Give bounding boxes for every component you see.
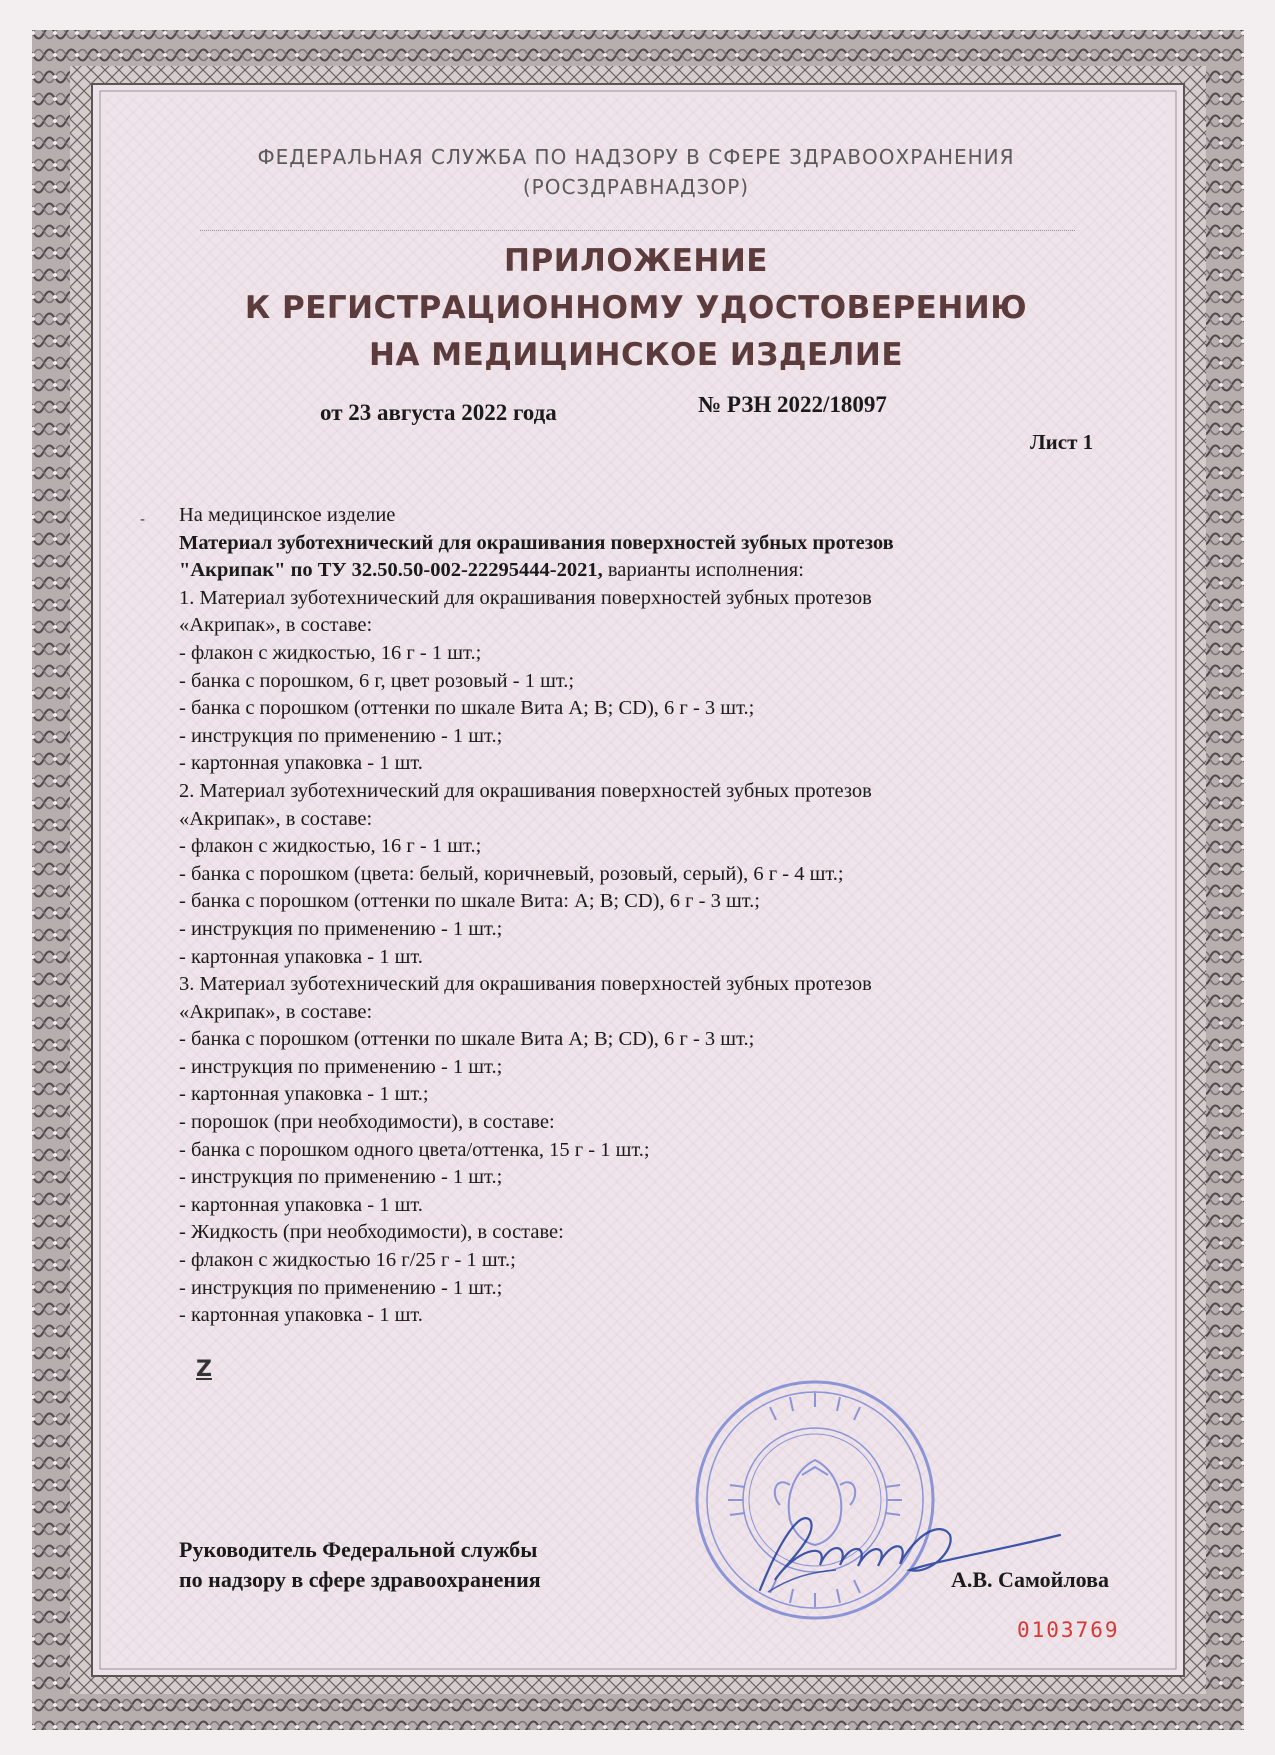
- content-line: - картонная упаковка - 1 шт.: [179, 945, 423, 968]
- content-line: - банка с порошком (оттенки по шкале Вита А; В; CD), 6 г - 3 шт.;: [179, 1028, 755, 1051]
- product-spec-bold: "Акрипак" по ТУ 32.50.50-002-22295444-2021,: [179, 559, 603, 582]
- document-title-line1: ПРИЛОЖЕНИЕ: [504, 243, 768, 279]
- content-line: - флакон с жидкостью, 16 г - 1 шт.;: [179, 835, 482, 858]
- sheet-number: Лист 1: [1030, 430, 1094, 454]
- product-name-bold: Материал зуботехнический для окрашивания поверхностей зубных протезов: [179, 531, 894, 554]
- variants-label: варианты исполнения:: [602, 559, 804, 582]
- issue-date: от 23 августа 2022 года: [320, 400, 557, 425]
- product-name-line1: [179, 530, 1119, 558]
- registration-number: № РЗН 2022/18097: [698, 392, 887, 417]
- content-line: - Жидкость (при необходимости), в составе:: [179, 1221, 564, 1244]
- margin-tick-mark: -: [140, 512, 146, 528]
- content-line: - инструкция по применению - 1 шт.;: [179, 917, 503, 940]
- content-line: - банка с порошком (цвета: белый, коричневый, розовый, серый), 6 г - 4 шт.;: [179, 862, 844, 885]
- content-line: - банка с порошком (оттенки по шкале Вита А; В; CD), 6 г - 3 шт.;: [179, 697, 755, 720]
- document-title-line2: К РЕГИСТРАЦИОННОМУ УДОСТОВЕРЕНИЮ: [244, 290, 1028, 326]
- document-title-line3: НА МЕДИЦИНСКОЕ ИЗДЕЛИЕ: [369, 337, 903, 373]
- content-line: «Акрипак», в составе:: [179, 614, 373, 637]
- content-line: - картонная упаковка - 1 шт.: [179, 1193, 423, 1216]
- content-line: - инструкция по применению - 1 шт.;: [179, 724, 503, 747]
- content-line: - банка с порошком (оттенки по шкале Вита: А; В; CD), 6 г - 3 шт.;: [179, 890, 760, 913]
- serial-number: 0103769: [1017, 1618, 1120, 1642]
- product-name-line2: [179, 557, 1119, 585]
- content-line: 1. Материал зуботехнический для окрашивания поверхностей зубных протезов: [179, 586, 872, 609]
- content-line: - инструкция по применению - 1 шт.;: [179, 1166, 503, 1189]
- content-line: - флакон с жидкостью, 16 г - 1 шт.;: [179, 641, 482, 664]
- signatory-name: А.В. Самойлова: [951, 1567, 1109, 1592]
- document-body: [179, 502, 1119, 1330]
- agency-name: ФЕДЕРАЛЬНАЯ СЛУЖБА ПО НАДЗОРУ В СФЕРЕ ЗДРАВООХРАНЕНИЯ: [257, 145, 1015, 169]
- variant-lines: [179, 585, 1119, 1330]
- signatory-title-line1: Руководитель Федеральной службы: [179, 1537, 538, 1562]
- content-line: - инструкция по применению - 1 шт.;: [179, 1055, 503, 1078]
- end-mark: Z: [196, 1357, 212, 1382]
- agency-abbreviation: (РОСЗДРАВНАДЗОР): [522, 175, 750, 199]
- content-line: - инструкция по применению - 1 шт.;: [179, 1276, 503, 1299]
- content-line: «Акрипак», в составе:: [179, 1000, 373, 1023]
- content-line: - картонная упаковка - 1 шт.: [179, 1304, 423, 1327]
- content-line: - картонная упаковка - 1 шт.: [179, 752, 423, 775]
- content-line: - банка с порошком, 6 г, цвет розовый - 1 шт.;: [179, 669, 575, 692]
- content-line: 3. Материал зуботехнический для окрашивания поверхностей зубных протезов: [179, 973, 872, 996]
- content-line: 2. Материал зуботехнический для окрашивания поверхностей зубных протезов: [179, 779, 872, 802]
- content-line: - флакон с жидкостью 16 г/25 г - 1 шт.;: [179, 1249, 516, 1272]
- intro-line: На медицинское изделие: [179, 504, 396, 526]
- content-line: - порошок (при необходимости), в составе:: [179, 1111, 555, 1134]
- header-divider: [200, 230, 1075, 231]
- content-line: - банка с порошком одного цвета/оттенка, 15 г - 1 шт.;: [179, 1138, 650, 1161]
- signatory-title-line2: по надзору в сфере здравоохранения: [179, 1567, 541, 1592]
- content-line: «Акрипак», в составе:: [179, 807, 373, 830]
- content-line: - картонная упаковка - 1 шт.;: [179, 1083, 429, 1106]
